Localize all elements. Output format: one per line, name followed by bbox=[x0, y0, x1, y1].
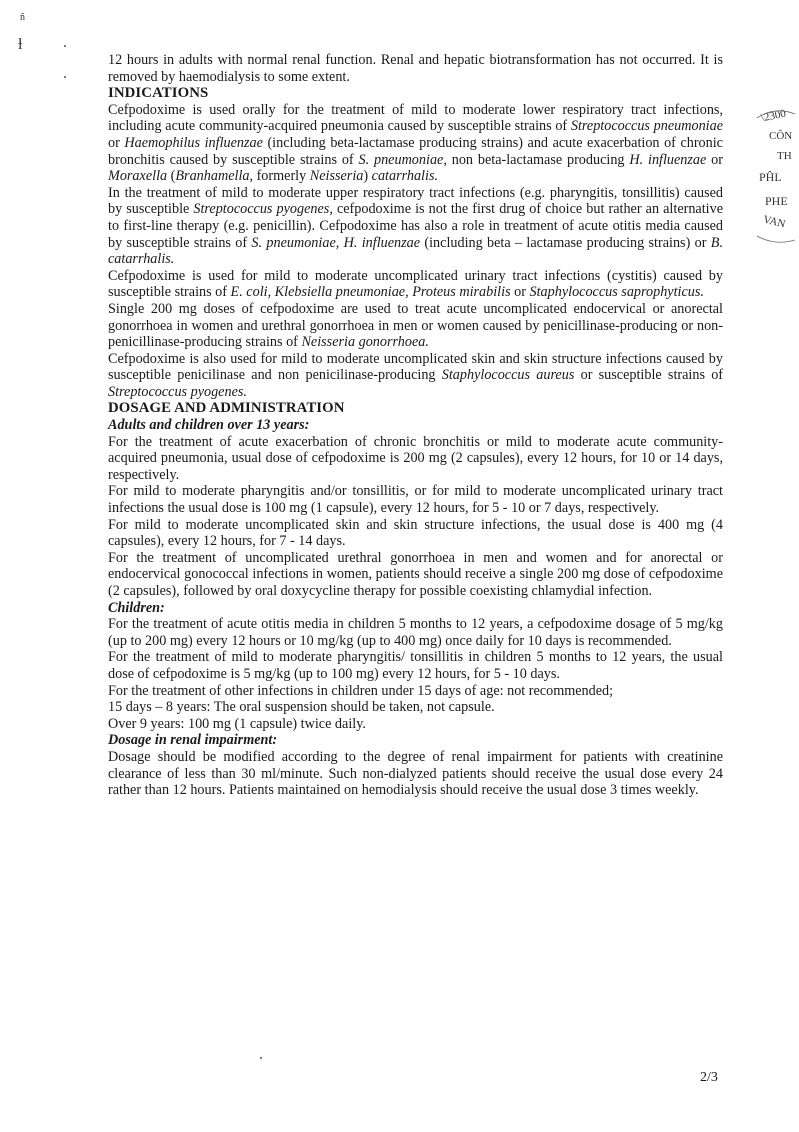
italic-term: Staphylococcus aureus bbox=[441, 367, 575, 384]
subheading-children: Children: bbox=[108, 599, 165, 616]
children-paragraph-3: For the treatment of other infections in children under 15 days of age: not recommended; bbox=[108, 682, 614, 699]
scan-speck bbox=[260, 1057, 262, 1059]
heading-dosage: DOSAGE AND ADMINISTRATION bbox=[108, 400, 345, 417]
text-run: or bbox=[108, 134, 125, 151]
italic-term: E. coli, Klebsiella pneumoniae, Proteus mirabilis bbox=[230, 284, 511, 301]
italic-term: H. influenzae bbox=[629, 151, 707, 168]
italic-term: catarrhalis. bbox=[371, 168, 439, 185]
italic-term: Streptococcus pyogenes, bbox=[193, 201, 333, 218]
text-run: In the treatment of mild to moderate upper respiratory tract infections (e.g. pharyngitis, tonsillitis) caused by susceptible bbox=[108, 184, 723, 218]
italic-term: S. pneumoniae, bbox=[358, 151, 447, 168]
italic-term: Streptococcus pyogenes. bbox=[108, 383, 247, 400]
italic-term: Branhamella, bbox=[175, 168, 254, 185]
renal-paragraph-1: Dosage should be modified according to the degree of renal impairment for patients with creatinine clearance of less than 30 ml/minute. Such non-dialyzed patients should receive the usual dose every 24 rather than 12 hours. Patients maintained on hemodialysis should receive the usual dose 3 times weekly. bbox=[108, 748, 723, 799]
stamp-line: VAN bbox=[761, 213, 787, 231]
adults-paragraph-4: For the treatment of uncomplicated urethral gonorrhoea in men and women and for anorectal or endocervical gonococcal infections in women, patients should receive a single 200 mg dose of cefpodoxime (2 capsules), followed by oral doxycycline therapy for possible coexisting chlamydial infection. bbox=[108, 549, 723, 599]
stamp-line: PHE bbox=[765, 194, 788, 208]
italic-term: Moraxella bbox=[108, 168, 168, 185]
text-run: or bbox=[706, 151, 723, 168]
adults-paragraph-2: For mild to moderate pharyngitis and/or tonsillitis, or for mild to moderate uncomplicated urinary tract infections the usual dose is 100 mg (1 capsule), every 12 hours, for 5 - 10 or 7 days, respectively. bbox=[108, 483, 723, 517]
italic-term: Neisseria bbox=[309, 168, 364, 185]
text-run: ( bbox=[167, 168, 176, 185]
stamp-arc bbox=[755, 108, 795, 248]
text-run: formerly bbox=[253, 168, 310, 185]
subheading-adults: Adults and children over 13 years: bbox=[108, 417, 310, 434]
indications-paragraph-2 bbox=[108, 185, 723, 268]
text-run: Cefpodoxime is also used for mild to moderate uncomplicated skin and skin structure infections caused by susceptible penicilinase and non penicilinase-producing bbox=[108, 350, 723, 384]
text-run: or susceptible strains of bbox=[574, 367, 724, 384]
text-run: (including beta – lactamase producing strains) or bbox=[420, 234, 711, 251]
text-run: (including beta-lactamase producing strains) and acute exacerbation of chronic bronchitis caused by susceptible strains of bbox=[108, 134, 723, 168]
indications-paragraph-1 bbox=[108, 102, 723, 185]
children-paragraph-1: For the treatment of acute otitis media in children 5 months to 12 years, a cefpodoxime dosage of 5 mg/kg (up to 200 mg) every 12 hours or 10 mg/kg (up to 400 mg) once daily for 10 days is recommended. bbox=[108, 616, 723, 649]
document-body bbox=[108, 52, 723, 799]
italic-term: Staphylococcus saprophyticus. bbox=[529, 284, 704, 301]
stamp-line: PĤL bbox=[759, 170, 782, 184]
children-paragraph-2: For the treatment of mild to moderate pharyngitis/ tonsillitis in children 5 months to 12 years, the usual dose of cefpodoxime is 5 mg/kg (up to 100 mg) every 12 hours, for 5 - 10 days. bbox=[108, 649, 723, 682]
italic-term: S. pneumoniae, H. influenzae bbox=[251, 234, 421, 251]
text-run: ) bbox=[363, 168, 372, 185]
indications-paragraph-3 bbox=[108, 268, 723, 301]
subheading-renal-impairment: Dosage in renal impairment: bbox=[108, 732, 278, 749]
page-number: 2/3 bbox=[700, 1070, 718, 1085]
italic-term: Haemophilus influenzae bbox=[124, 134, 263, 151]
text-run: non beta-lactamase producing bbox=[446, 151, 630, 168]
italic-term: Streptococcus pneumoniae bbox=[570, 118, 724, 135]
italic-term: B. catarrhalis. bbox=[108, 234, 724, 268]
margin-mark-top: ñ bbox=[20, 12, 25, 23]
text-run: Cefpodoxime is used orally for the treatment of mild to moderate lower respiratory tract infections, including acute community-acquired pneumonia caused by susceptible strains of bbox=[108, 101, 723, 135]
text-run: or bbox=[510, 284, 530, 301]
scan-speck bbox=[64, 76, 66, 78]
text-run: cefpodoxime is not the first drug of choice but rather an alternative to first-line therapy (e.g. penicillin). Cefpodoxime has also a role in treatment of acute otitis media caused by susceptible strains of bbox=[108, 201, 724, 251]
text-run: Cefpodoxime is used for mild to moderate uncomplicated urinary tract infections (cystitis) caused by susceptible strains of bbox=[108, 267, 723, 301]
stamp-line: TH bbox=[777, 150, 792, 162]
text-run: Single 200 mg doses of cefpodoxime are used to treat acute uncomplicated endocervical or anorectal gonorrhoea in women and urethral gonorrhoea in men or women caused by penicillinase-producing or non-penicillinase-producing strains of bbox=[108, 300, 723, 351]
scan-speck bbox=[64, 45, 66, 47]
indications-paragraph-5 bbox=[108, 351, 723, 401]
children-paragraph-5: Over 9 years: 100 mg (1 capsule) twice daily. bbox=[108, 715, 366, 732]
paragraph-continuation: 12 hours in adults with normal renal function. Renal and hepatic biotransformation has not occurred. It is removed by haemodialysis to some extent. bbox=[108, 52, 723, 85]
stamp-line: \2300 bbox=[760, 108, 788, 125]
margin-mark-side: ɫ bbox=[18, 36, 23, 53]
partial-official-stamp bbox=[755, 108, 795, 248]
children-paragraph-4: 15 days – 8 years: The oral suspension should be taken, not capsule. bbox=[108, 699, 495, 716]
adults-paragraph-1: For the treatment of acute exacerbation of chronic bronchitis or mild to moderate acute community-acquired pneumonia, usual dose of cefpodoxime is 200 mg (2 capsules), every 12 hours, for 10 or 14 days, respectively. bbox=[108, 433, 723, 483]
italic-term: Neisseria gonorrhoea. bbox=[301, 334, 429, 351]
stamp-line: CÔN bbox=[769, 130, 793, 142]
indications-paragraph-4 bbox=[108, 301, 723, 351]
heading-indications: INDICATIONS bbox=[108, 85, 209, 102]
adults-paragraph-3: For mild to moderate uncomplicated skin and skin structure infections, the usual dose is 400 mg (4 capsules), every 12 hours, for 7 - 14 days. bbox=[108, 516, 723, 550]
